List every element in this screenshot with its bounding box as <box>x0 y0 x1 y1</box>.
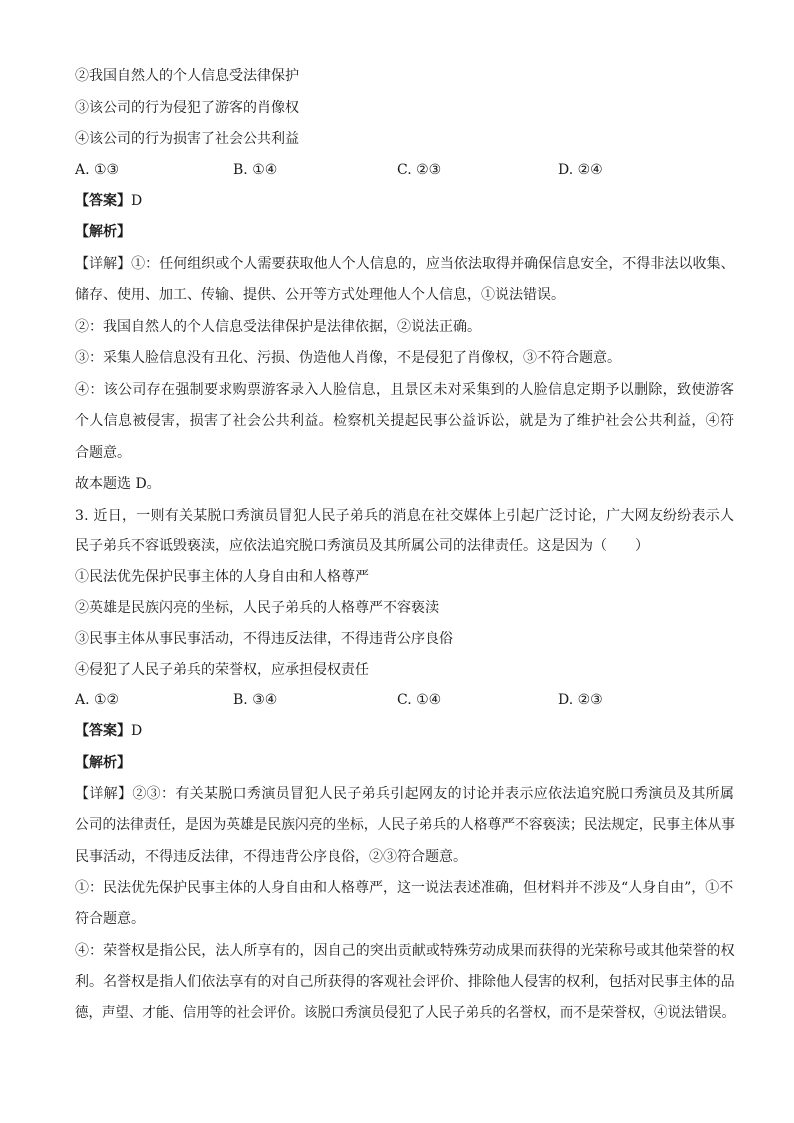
q2-analysis-label: 【解析】 <box>75 224 131 240</box>
q3-detail-line-1: 【详解】②③：有关某脱口秀演员冒犯人民子弟兵引起网友的讨论并表示应依法追究脱口秀演员及其所属 <box>75 786 735 802</box>
q2-option-a: A. ①③ <box>75 162 120 178</box>
q3-detail-line-3: 民事活动，不得违反法律，不得违背公序良俗，②③符合题意。 <box>75 849 467 865</box>
q3-analysis-label: 【解析】 <box>75 755 131 771</box>
q3-detail-line-4: ①：民法优先保护民事主体的人身自由和人格尊严，这一说法表述准确，但材料并不涉及“人身自由”，①不 <box>75 880 734 896</box>
q2-item-3: ③该公司的行为侵犯了游客的肖像权 <box>75 100 299 116</box>
q3-detail-line-8: 德，声望、才能、信用等的社会评价。该脱口秀演员侵犯了人民子弟兵的名誉权，而不是荣誉权，④说法错误。 <box>75 1005 735 1021</box>
q2-answer-label: 【答案】 <box>75 193 131 209</box>
q3-item-4: ④侵犯了人民子弟兵的荣誉权，应承担侵权责任 <box>75 662 369 678</box>
q2-detail-line-4: ③：采集人脸信息没有丑化、污损、伪造他人肖像，不是侵犯了肖像权，③不符合题意。 <box>75 350 621 366</box>
q2-detail-line-6: 个人信息被侵害，损害了社会公共利益。检察机关提起民事公益诉讼，就是为了维护社会公共利益，④符 <box>75 413 735 429</box>
q2-detail-line-5: ④：该公司存在强制要求购票游客录入人脸信息，且景区未对采集到的人脸信息定期予以删除，致使游客 <box>75 382 735 398</box>
q3-detail-line-6: ④：荣誉权是指公民，法人所享有的，因自己的突出贡献或特殊劳动成果而获得的光荣称号或其他荣誉的权 <box>75 943 735 959</box>
q3-option-d: D. ②③ <box>558 692 603 708</box>
q3-answer-value: D <box>131 723 143 739</box>
q3-detail-line-7: 利。名誉权是指人们依法享有的对自己所获得的客观社会评价、排除他人侵害的权利，包括对民事主体的品 <box>75 974 735 990</box>
q2-option-b: B. ①④ <box>233 162 278 178</box>
q2-options <box>75 161 735 179</box>
q3-option-c: C. ①④ <box>397 692 442 708</box>
q3-item-3: ③民事主体从事民事活动，不得违反法律，不得违背公序良俗 <box>75 631 453 647</box>
q2-option-c: C. ②③ <box>397 162 442 178</box>
q2-item-2: ②我国自然人的个人信息受法律保护 <box>75 68 299 84</box>
q2-answer-value: D <box>131 193 143 209</box>
q2-answer <box>75 192 142 210</box>
q3-options <box>75 691 735 709</box>
q3-option-b: B. ③④ <box>233 692 278 708</box>
q3-item-2: ②英雄是民族闪亮的坐标，人民子弟兵的人格尊严不容亵渎 <box>75 600 439 616</box>
q2-detail-line-7: 合题意。 <box>75 445 131 461</box>
q3-detail-line-2: 公司的法律责任，是因为英雄是民族闪亮的坐标，人民子弟兵的人格尊严不容亵渎；民法规定，民事主体从事 <box>75 817 735 833</box>
q3-answer <box>75 722 142 740</box>
q2-conclusion: 故本题选 D。 <box>75 476 161 492</box>
q3-stem-line-2: 民子弟兵不容诋毁亵渎，应依法追究脱口秀演员及其所属公司的法律责任。这是因为（ ） <box>75 538 649 554</box>
q3-option-a: A. ①② <box>75 692 120 708</box>
q2-detail-line-2: 储存、使用、加工、传输、提供、公开等方式处理他人个人信息，①说法错误。 <box>75 287 565 303</box>
q3-detail-line-5: 符合题意。 <box>75 911 145 927</box>
q3-item-1: ①民法优先保护民事主体的人身自由和人格尊严 <box>75 569 369 585</box>
q3-answer-label: 【答案】 <box>75 723 131 739</box>
q2-option-d: D. ②④ <box>558 162 603 178</box>
q2-detail-line-3: ②：我国自然人的个人信息受法律保护是法律依据，②说法正确。 <box>75 319 481 335</box>
q3-stem-line-1: 3. 近日，一则有关某脱口秀演员冒犯人民子弟兵的消息在社交媒体上引起广泛讨论，广大网友纷纷表示人 <box>75 508 735 524</box>
q2-detail-line-1: 【详解】①：任何组织或个人需要获取他人个人信息的，应当依法取得并确保信息安全，不得非法以收集、 <box>75 256 735 272</box>
q2-item-4: ④该公司的行为损害了社会公共利益 <box>75 131 299 147</box>
